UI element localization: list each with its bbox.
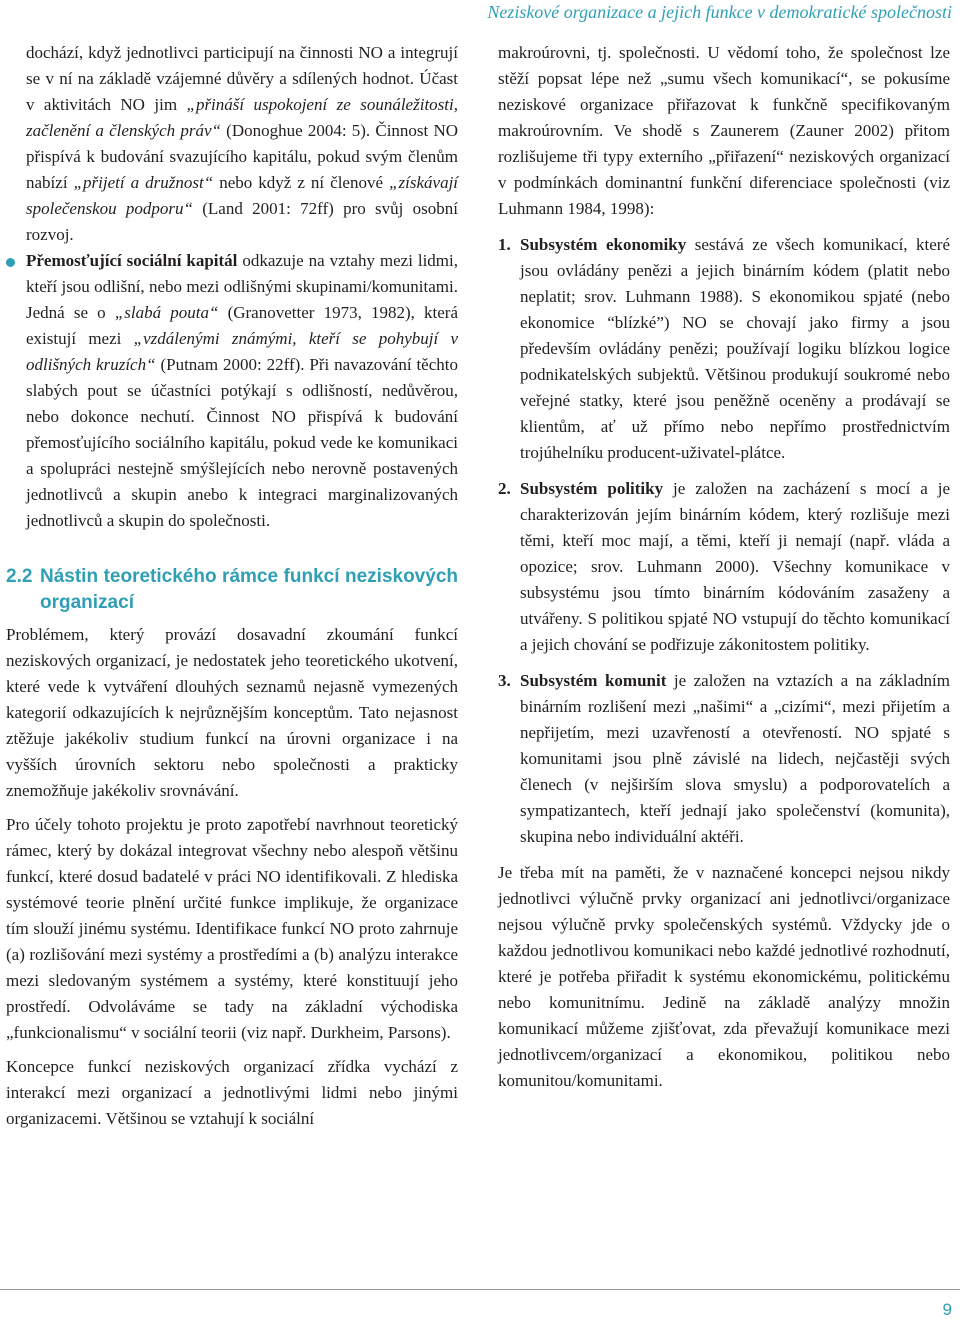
closing-paragraph: Je třeba mít na paměti, že v naznačené koncepci nejsou nikdy jednotlivci výlučně prvky organizací ani jednotlivci/organizace nejsou výlučně prvky společenských systémů. Vždycky jde o každou jednotlivou komunikaci nebo každé jednotlivé rozhodnutí, které je potřeba přiřadit k systému ekonomickému, politickému nebo komunitnímu. Jedině na základě analýzy množin komunikací můžeme zjišťovat, zda převažují komunikace mezi jednotlivcem/organizací a ekonomikou, politikou nebo komunitou/komunitami. (498, 863, 950, 1090)
bullet-dot-icon (6, 258, 15, 267)
list-number: 1. (498, 235, 511, 254)
list-term: Subsystém politiky (520, 479, 664, 498)
paragraph-3: Koncepce funkcí neziskových organizací zřídka vychází z interakcí mezi organizací a jednotlivými lidmi nebo jinými organizacemi. Většinou se vztahují k sociální (6, 1057, 458, 1128)
left-column (6, 40, 458, 1132)
right-intro-paragraph: makroúrovni, tj. společnosti. U vědomí toho, že společnost lze stěží popsat lépe než „sumu všech komunikací“, se pokusíme neziskové organizace přiřazovat k funkčně specifikovaným makroúrovním. Ve shodě s Zaunerem (Zauner 2002) přitom rozlišujeme tři typy externího „přiřazení“ neziskových organizací v podmínkách dominantní funkční diferenciace společnosti (viz Luhmann 1984, 1998): (498, 43, 950, 218)
section-number: 2.2 (6, 566, 33, 587)
bullet-quote-1: „slabá pouta“ (114, 303, 219, 322)
list-term: Subsystém ekonomiky (520, 235, 687, 254)
list-item-economy (498, 232, 950, 466)
footer-rule (0, 1289, 960, 1290)
page-number: 9 (942, 1300, 952, 1319)
section-title: Nástin teoretického rámce funkcí neziskových organizací (40, 566, 458, 613)
list-text: je založen na zacházení s mocí a je charakterizován jejím binárním kódem, který rozlišuje mezi těmi, kteří moc mají, a těmi, kteří ji nemají (např. vláda a opozice; srov. Luhmann 2000). Všechny komunikace v subsystému jsou tímto binárním kódováním zasaženy a utvářeny. S politikou spjaté NO vstupují do těchto komunikací a jejich chování se podřizuje zákonitostem politiky. (520, 479, 950, 654)
paragraph-1: Problémem, který provází dosavadní zkoumání funkcí neziskových organizací, je nedostatek jeho teoretického ukotvení, které vede k vytváření dlouhých seznamů nejasně vymezených kategorií odkazujících k nejrůznějším konceptům. Tato nejasnost ztěžuje jakékoliv studium funkcí na úrovni organizace i na vyšších úrovních sektoru nebo společnosti a prakticky znemožňuje jakékoliv srovnávání. (6, 625, 458, 800)
intro-text-4: (Land 2001: 72ff) pro svůj osobní rozvoj. (26, 199, 458, 244)
list-text: je založen na vztazích a na základním binárním rozlišení mezi „našimi“ a „cizími“, mezi přijetím a nepřijetím, mezi uzavřeností a otevřeností. NO spjaté s komunitami jsou plně závislé na lidech, nejčastěji svých členech (v nejširším slova smyslu) a podporovatelích a sympatizantech, kteří jednají jako společenství (komunita), skupina nebo individuální aktéři. (520, 671, 950, 846)
intro-quote-1: „přináší uspokojení ze sounáležitosti, začlenění a členských práv“ (26, 95, 458, 140)
intro-quote-3: „získávají společenskou podporu“ (26, 173, 459, 218)
intro-paragraph (6, 40, 458, 248)
list-item-politics (498, 476, 950, 658)
list-text: sestává ze všech komunikací, které jsou ovládány penězi a jejich binárním kódem (platit nebo neplatit; srov. Luhmann 1988). S ekonomikou spjaté (nebo ekonomice “blízké”) NO se chovají jako firmy a jsou především ovládány penězi; používají logiku blízkou logice podnikatelských subjektů. Většinou produkují soukromé nebo veřejné statky, které jsou peněžně oceněny a prodávají se klientům, ať už přímo nebo nepřímo prostřednictvím trojúhelníku producent-uživatel-plátce. (520, 235, 950, 462)
bullet-text-2: (Granovetter 1973, 1982), která existují mezi (26, 303, 458, 348)
bullet-text-1: odkazuje na vztahy mezi lidmi, kteří jsou odlišní, nebo mezi odlišnými skupinami/komunitami. Jedná se o (26, 251, 458, 322)
paragraph-2: Pro účely tohoto projektu je proto zapotřebí navrhnout teoretický rámec, který by dokázal integrovat všechny nebo alespoň většinu funkcí, které dosud badatelé v práci NO identifikovali. Z hlediska systémové teorie plnění určité funkce implikuje, že organizace tím slouží jinému systému. Identifikace funkcí NO proto zahrnuje (a) rozlišování mezi systémy a prostředími a (b) analýzu interakce mezi sledovaným systémem a systémy, které konstituují jeho prostředí. Odvoláváme se tady na základní východiska „funkcionalismu“ v sociální teorii (viz např. Durkheim, Parsons). (6, 815, 458, 1042)
intro-text-2: (Donoghue 2004: 5). Činnost NO přispívá k budování svazujícího kapitálu, pokud svým členům nabízí (26, 121, 458, 192)
section-heading (6, 564, 458, 616)
list-item-communities (498, 668, 950, 850)
intro-text-3: nebo když z ní členové (213, 173, 390, 192)
list-term: Subsystém komunit (520, 671, 667, 690)
right-column (498, 40, 950, 1094)
running-header: Neziskové organizace a jejich funkce v demokratické společnosti (487, 2, 952, 22)
list-number: 3. (498, 671, 511, 690)
intro-text-1: dochází, když jednotlivci participují na činnosti NO a integrují se v ní na základě vzájemné důvěry a sdílených hodnot. Účast v aktivitách NO jim (26, 43, 458, 114)
intro-quote-2: „přijetí a družnost“ (73, 173, 214, 192)
bullet-item-bridging-capital (6, 248, 458, 534)
bullet-term: Přemosťující sociální kapitál (26, 251, 238, 270)
list-number: 2. (498, 479, 511, 498)
bullet-quote-2: „vzdálenými známými, kteří se pohybují v odlišných kruzích“ (26, 329, 459, 374)
bullet-text-3: (Putnam 2000: 22ff). Při navazování těchto slabých pout se účastníci potýkají s odlišností, nedůvěrou, nebo dokonce nechutí. Činnost NO přispívá k budování přemosťujícího sociálního kapitálu, pokud vede ke komunikaci a spolupráci nestejně smýšlejících nebo nerovně postavených jednotlivců a skupin anebo k integraci marginalizovaných jednotlivců a skupin do společnosti. (26, 355, 458, 530)
